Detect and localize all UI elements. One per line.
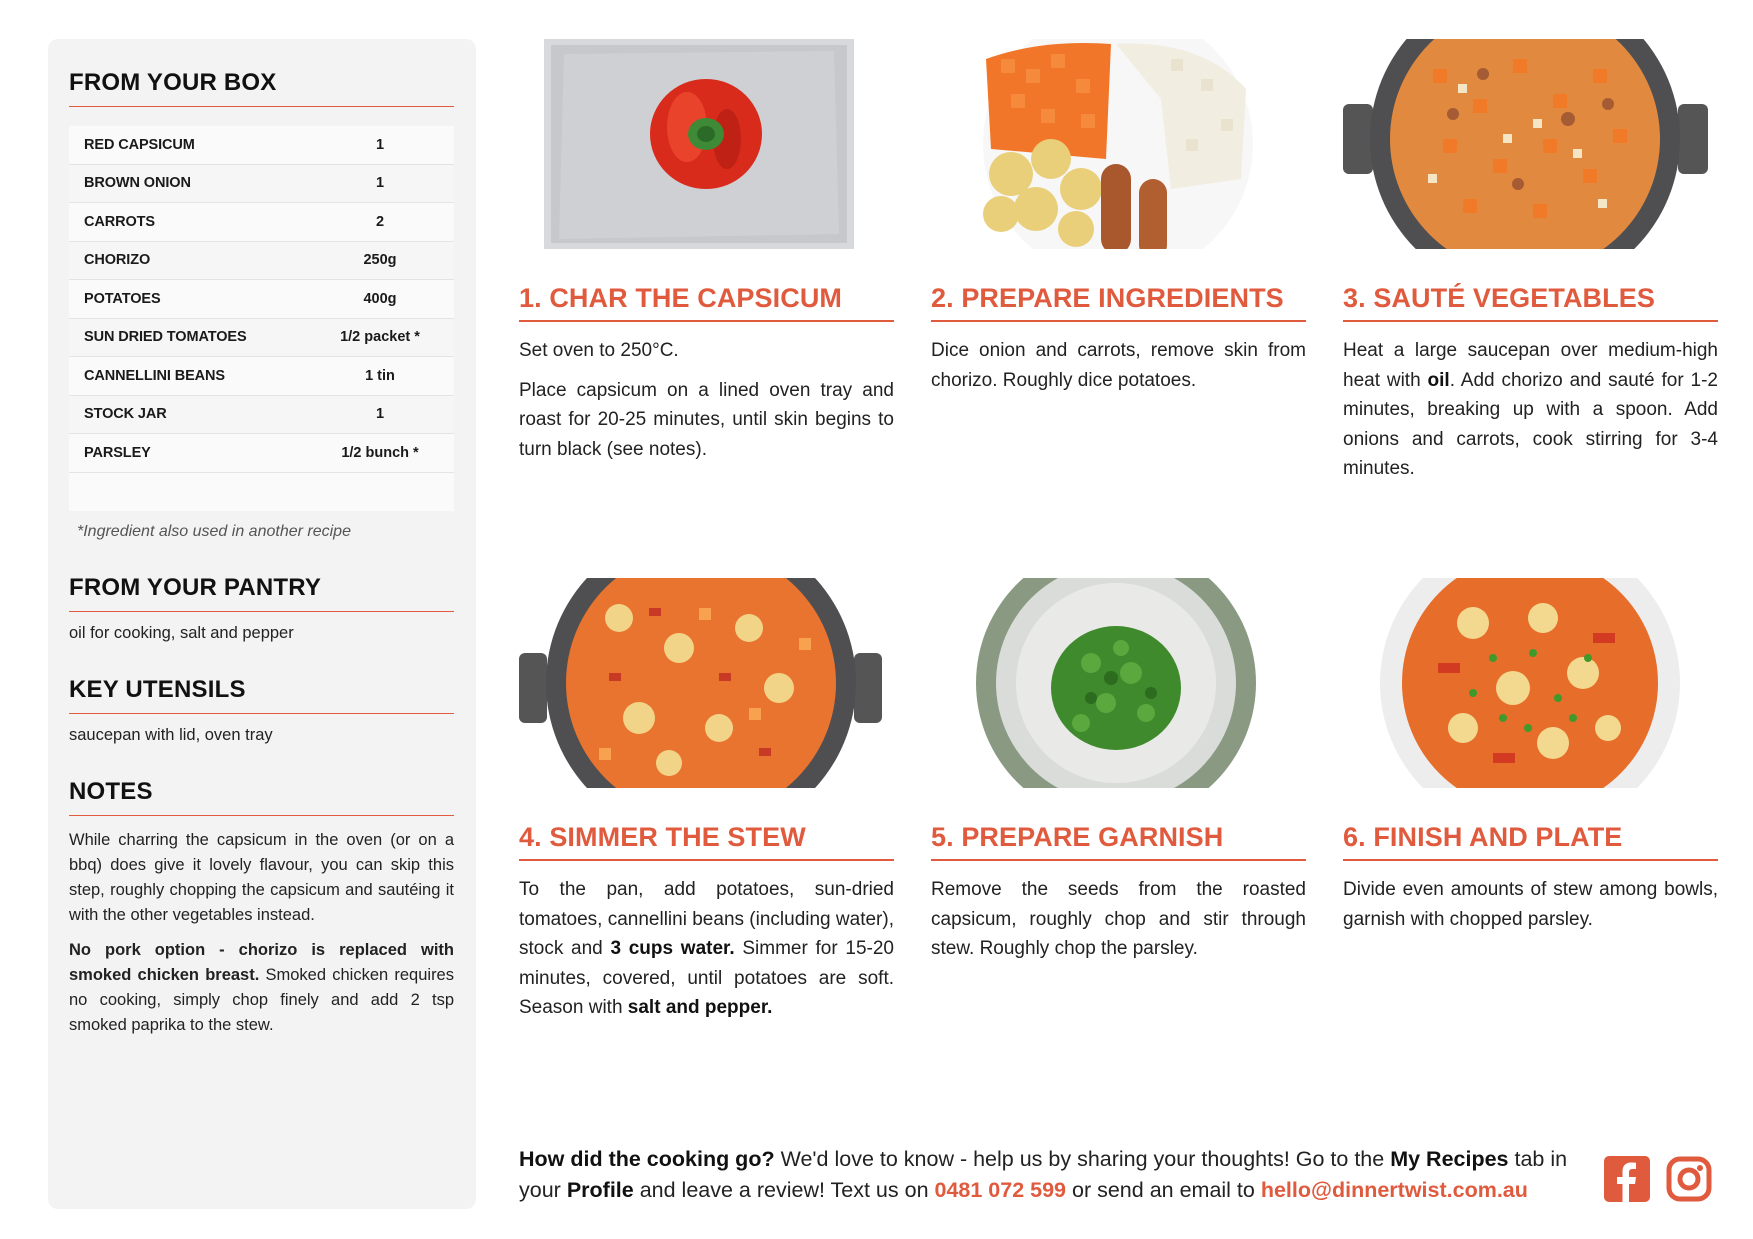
step-5-title: 5. PREPARE GARNISH (931, 822, 1306, 861)
ingredient-name: BROWN ONION (84, 175, 191, 192)
footer-bold-text: Profile (566, 1178, 634, 1202)
ingredient-qty: 1/2 bunch * (341, 444, 419, 461)
key-utensils-title: KEY UTENSILS (69, 676, 454, 714)
ingredient-row (69, 280, 454, 319)
step-5 (931, 578, 1306, 1038)
footer-text: We'd love to know - help us by sharing your thoughts! Go to the (774, 1147, 1391, 1171)
step-paragraph (1343, 875, 1718, 934)
ingredient-row (69, 242, 454, 281)
ingredient-qty: 250g (363, 252, 397, 269)
ingredient-row (69, 126, 454, 165)
ingredient-row (69, 165, 454, 204)
ingredient-row (69, 434, 454, 473)
ingredient-row (69, 357, 454, 396)
step-text-bold: oil (1427, 369, 1450, 391)
notes-paragraph: While charring the capsicum in the oven (or on a bbq) does give it lovely flavour, you can skip this step, roughly chopping the capsicum and sautéing it with the other vegetables instead. (69, 830, 454, 924)
footer-text: tab in your (519, 1147, 1568, 1202)
ingredient-qty: 1/2 packet * (340, 329, 420, 346)
step-text-run: . Add chorizo and sauté for 1-2 minutes, breaking up with a spoon. Add onions and carrots, cook stirring for 3-4 minutes. (1343, 369, 1718, 479)
step-6 (1343, 578, 1718, 1038)
footer-text: and leave a review! Text us on (633, 1178, 935, 1202)
step-text-run: Place capsicum on a lined oven tray and roast for 20-25 minutes, until skin begins to turn black (see notes). (519, 379, 894, 460)
sauteed-vegetables-image (1343, 39, 1718, 249)
step-paragraph (931, 336, 1306, 395)
utensils-text: saucepan with lid, oven tray (69, 725, 273, 744)
ingredient-name: STOCK JAR (84, 406, 167, 423)
email-link[interactable]: hello@dinnertwist.com.au (1260, 1178, 1528, 1202)
ingredient-row (69, 396, 454, 435)
step-1-title: 1. CHAR THE CAPSICUM (519, 283, 894, 322)
step-6-text (1343, 875, 1718, 934)
pantry-text: oil for cooking, salt and pepper (69, 623, 294, 642)
step-5-text (931, 875, 1306, 964)
ingredient-qty: 400g (363, 290, 397, 307)
ingredient-name: CANNELLINI BEANS (84, 367, 225, 384)
capsicum-on-tray-image (519, 39, 894, 249)
step-3-text (1343, 336, 1718, 484)
facebook-icon[interactable] (1604, 1156, 1650, 1202)
step-text-run: Remove the seeds from the roasted capsicum, roughly chop and stir through stew. Roughly chop the parsley. (931, 879, 1306, 959)
ingredient-name: POTATOES (84, 290, 161, 307)
ingredients-sidebar (48, 39, 476, 1209)
ingredient-name: CHORIZO (84, 252, 151, 269)
step-text-run: To the pan, add potatoes, sun-dried tomatoes, cannellini beans (including water), stock and (519, 879, 894, 959)
step-6-title: 6. FINISH AND PLATE (1343, 822, 1718, 861)
step-text-bold: salt and pepper. (627, 997, 773, 1018)
notes-title: NOTES (69, 778, 454, 816)
ingredient-name: SUN DRIED TOMATOES (84, 329, 247, 346)
step-text-run: Divide even amounts of stew among bowls, garnish with chopped parsley. (1343, 879, 1718, 930)
from-your-pantry-title: FROM YOUR PANTRY (69, 574, 454, 612)
ingredient-name: CARROTS (84, 213, 155, 230)
feedback-text (519, 1147, 1567, 1202)
ingredient-footnote: *Ingredient also used in another recipe (77, 522, 351, 540)
stew-in-bowl-image (1343, 578, 1718, 788)
step-2-text (931, 336, 1306, 395)
ingredient-qty: 2 (375, 213, 385, 230)
step-4-text (519, 875, 894, 1023)
ingredient-qty: 1 (375, 175, 385, 192)
chopped-parsley-image (931, 578, 1306, 788)
step-paragraph (1343, 336, 1718, 484)
ingredient-row (69, 319, 454, 358)
step-paragraph (519, 336, 894, 366)
diced-vegetables-image (931, 39, 1306, 249)
ingredient-row-empty (69, 473, 454, 511)
step-4-title: 4. SIMMER THE STEW (519, 822, 894, 861)
step-text-bold: 3 cups water. (610, 938, 735, 959)
step-1-text (519, 336, 894, 464)
ingredient-name: RED CAPSICUM (84, 136, 195, 153)
ingredient-qty: 1 tin (365, 367, 395, 384)
step-text-run: Dice onion and carrots, remove skin from chorizo. Roughly dice potatoes. (931, 340, 1306, 391)
ingredient-qty: 1 (375, 136, 385, 153)
ingredients-table (69, 126, 454, 511)
step-2 (931, 39, 1306, 499)
instagram-icon[interactable] (1666, 1156, 1712, 1202)
step-1 (519, 39, 894, 499)
stew-simmering-image (519, 578, 894, 788)
step-text-run: Set oven to 250°C. (519, 340, 679, 361)
from-your-box-title: FROM YOUR BOX (69, 69, 454, 107)
footer-bold-text: My Recipes (1390, 1147, 1509, 1171)
step-3 (1343, 39, 1718, 499)
ingredient-qty: 1 (375, 406, 385, 423)
step-3-title: 3. SAUTÉ VEGETABLES (1343, 283, 1718, 322)
ingredient-name: PARSLEY (84, 444, 151, 461)
feedback-footer (519, 1144, 1579, 1206)
no-pork-option-text: Smoked chicken requires no cooking, simply chop finely and add 2 tsp smoked paprika to the stew. (69, 965, 454, 1034)
notes-paragraph-no-pork (69, 938, 454, 1038)
ingredient-row (69, 203, 454, 242)
step-4 (519, 578, 894, 1038)
step-paragraph (931, 875, 1306, 964)
step-paragraph (519, 875, 894, 1023)
phone-link[interactable]: 0481 072 599 (934, 1178, 1067, 1202)
step-text-run: Simmer for 15-20 minutes, covered, until potatoes are soft. Season with (519, 938, 895, 1018)
footer-bold-text: How did the cooking go? (519, 1147, 775, 1171)
step-text-run: Heat a large saucepan over medium-high heat with (1343, 340, 1718, 391)
step-paragraph (519, 376, 894, 465)
footer-text: or send an email to (1066, 1178, 1261, 1202)
step-2-title: 2. PREPARE INGREDIENTS (931, 283, 1306, 322)
no-pork-option-label: No pork option - chorizo is replaced with smoked chicken breast. (69, 940, 454, 984)
